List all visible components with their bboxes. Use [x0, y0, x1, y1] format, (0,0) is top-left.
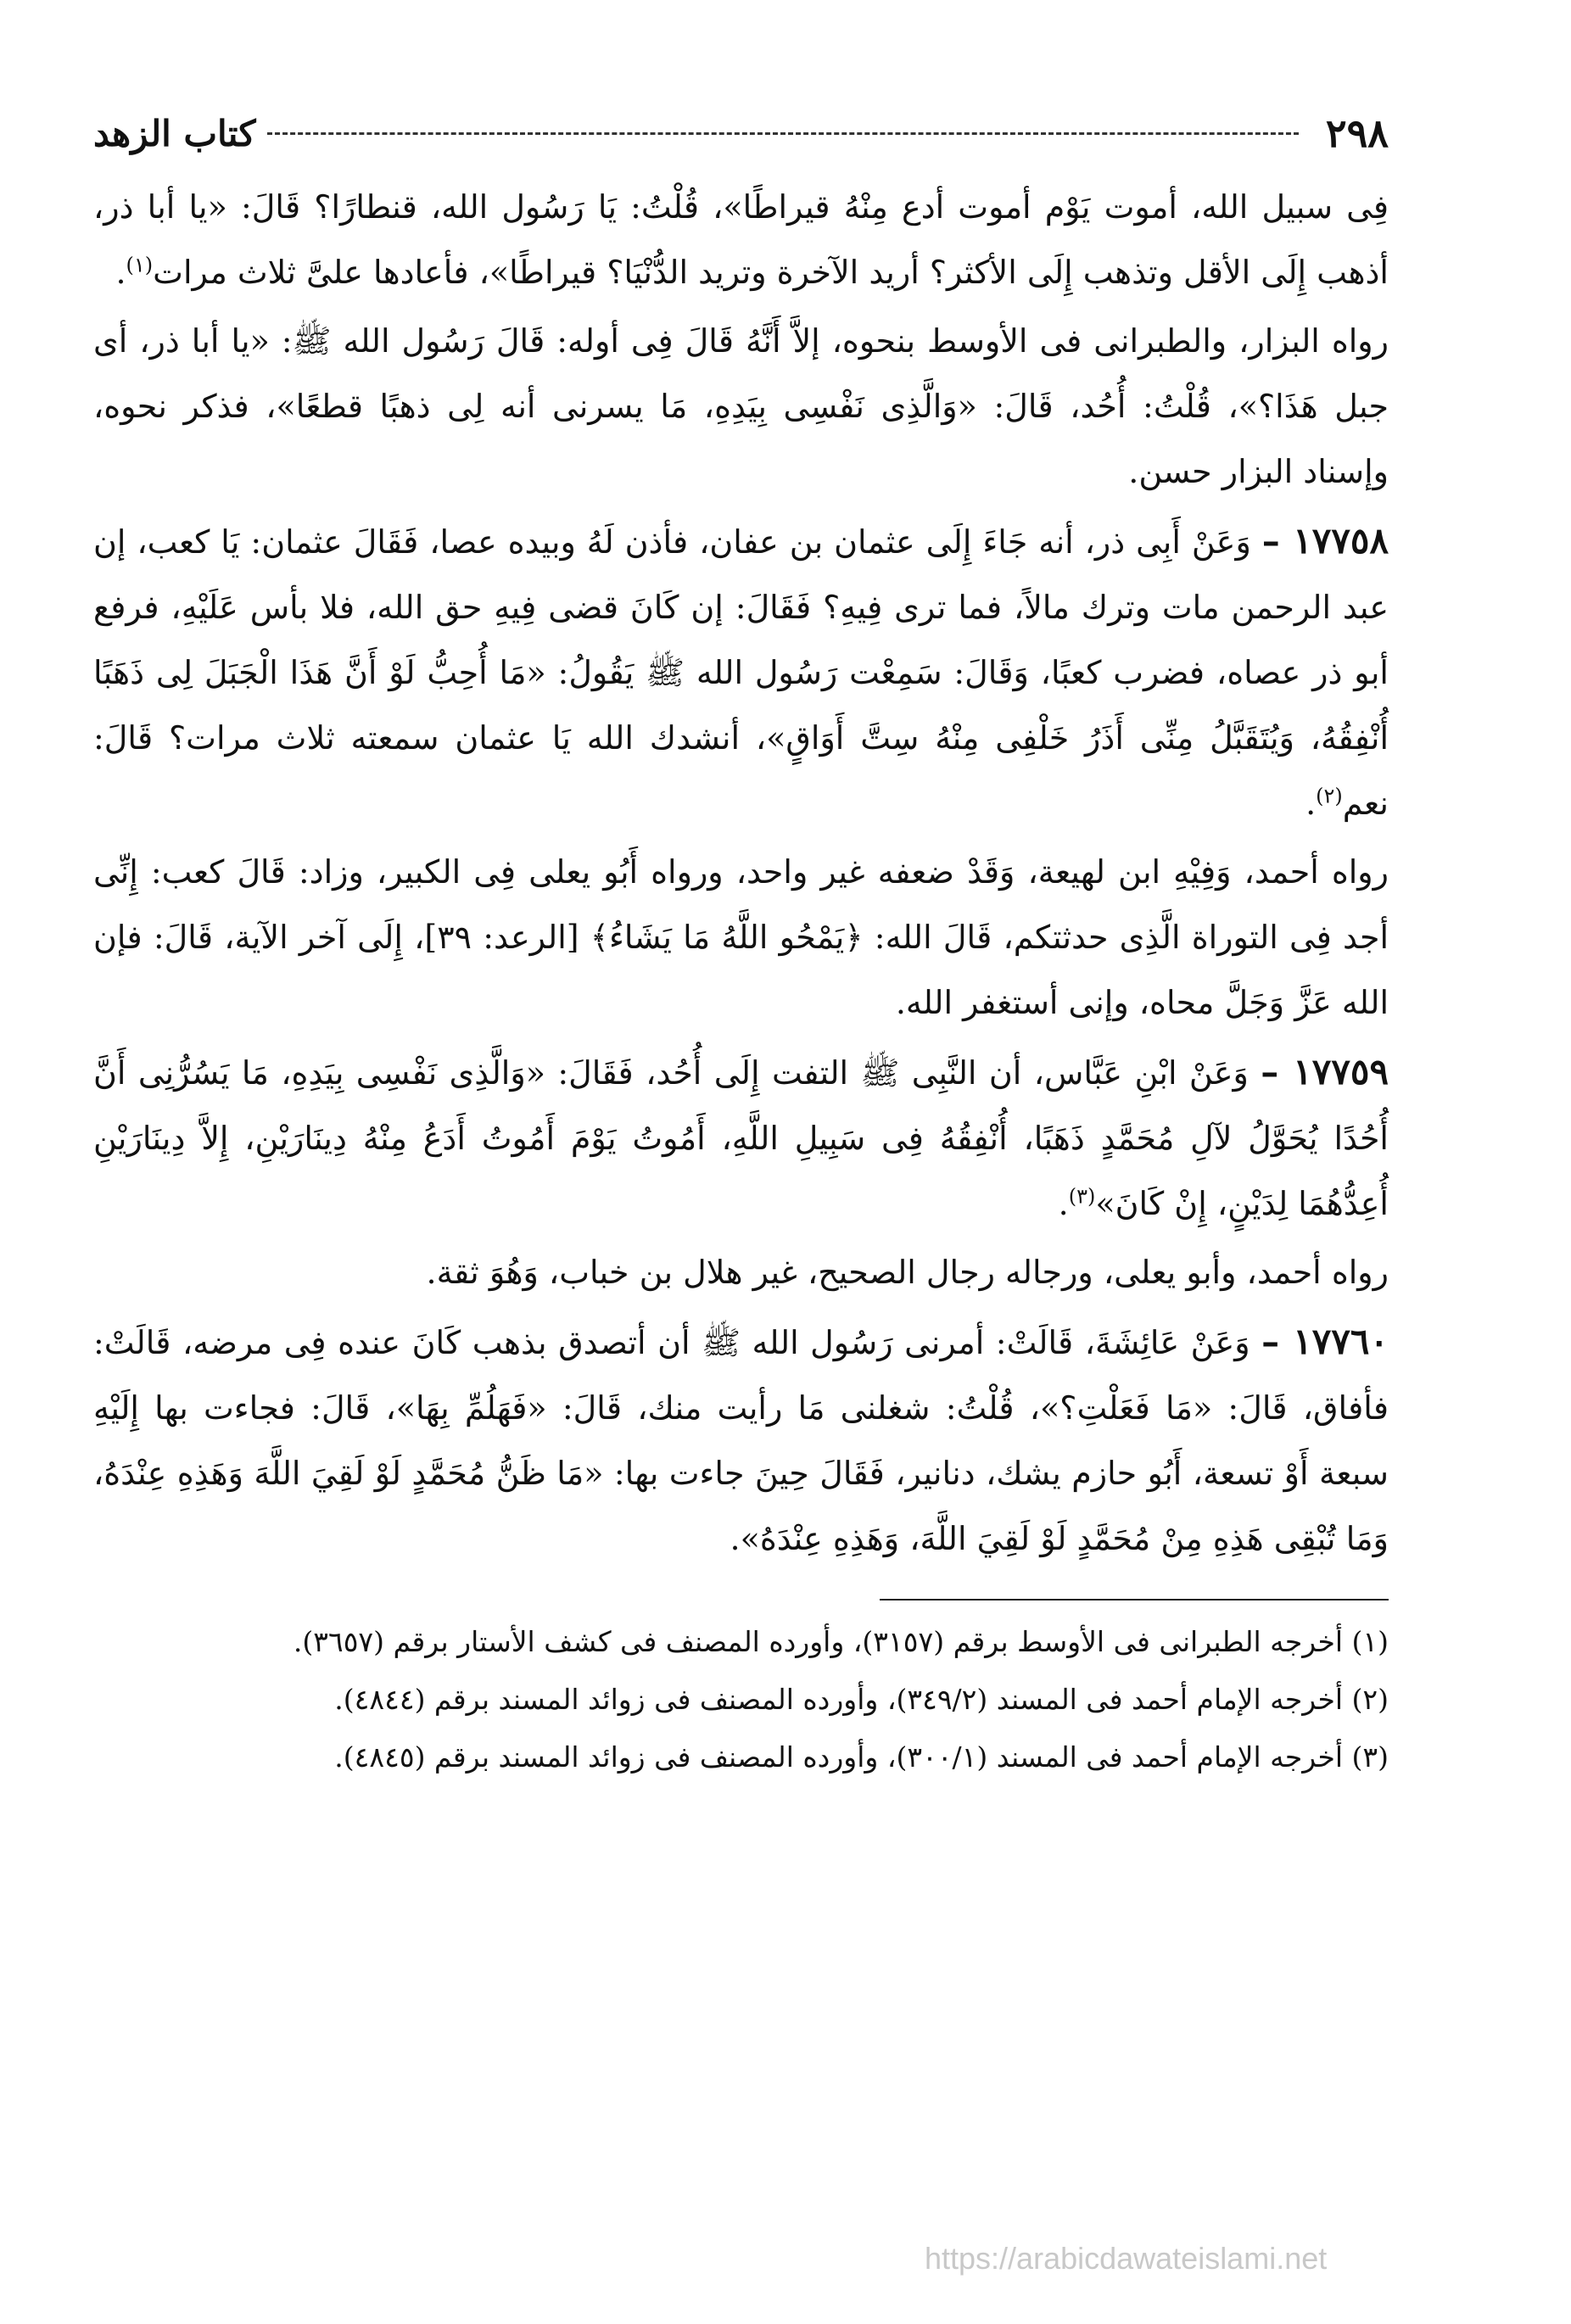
paragraph	[93, 840, 1389, 1036]
footnote-ref: (٣)	[1068, 1184, 1096, 1209]
footnote: (١) أخرجه الطبرانى فى الأوسط برقم (٣١٥٧)، وأورده المصنف فى كشف الأستار برقم (٣٦٥٧).	[293, 1625, 1389, 1658]
main-text	[93, 175, 1389, 1572]
paragraph: فِى سبيل الله، أموت يَوْم أموت أدع مِنْهُ قيراطًا»، قُلْتُ: يَا رَسُول الله، قنطارًا؟ قَالَ: «يا أبا ذر، أذهب إِلَى الأقل وتذهب إِلَى الأكثر؟ أريد الآخرة وتريد الدُّنْيَا؟ قيراطًا»، فأعادها علىَّ ثلاث مرات$^{(١)}$.	[93, 188, 1389, 291]
footnote-ref: (١)	[126, 253, 154, 277]
paragraph-text: رواه أحمد، وأبو يعلى، ورجاله رجال الصحيح، غير هلال بن خباب، وَهُوَ ثقة.	[426, 1254, 1389, 1291]
paragraph	[93, 309, 1389, 505]
page-number: ٢٩٨	[1325, 110, 1389, 156]
footnote-ref: (٢)	[1316, 784, 1343, 808]
site-watermark: https://arabicdawateislami.net	[925, 2241, 1328, 2276]
paragraph-text: وَعَنْ عَائِشَةَ، قَالَتْ: أمرنى رَسُول الله ﷺ أن أتصدق بذهب كَانَ عنده فِى مرضه، قَالَتْ: فأفاق، قَالَ: «مَا فَعَلْتِ؟»، قُلْتُ: شغلنى مَا رأيت منك، قَالَ: «فَهَلُمِّ بِهَا»، قَالَ: فجاءت بها إِلَيْهِ سبعة أَوْ تسعة، أَبُو حازم يشك، دنانير، فَقَالَ حِينَ جاءت بها: «مَا ظَنُّ مُحَمَّدٍ لَوْ لَقِيَ اللَّهَ وَهَذِهِ عِنْدَهُ، وَمَا تُبْقِى هَذِهِ مِنْ مُحَمَّدٍ لَوْ لَقِيَ اللَّهَ، وَهَذِهِ عِنْدَهُ».	[93, 1324, 1389, 1557]
hadith-number: ١٧٧٥٩ –	[1261, 1051, 1389, 1092]
hadith-number: ١٧٧٥٨ –	[1261, 520, 1389, 561]
footnote: (٣) أخرجه الإمام أحمد فى المسند (٣٠٠/١)، وأورده المصنف فى زوائد المسند برقم (٤٨٤٥).	[334, 1740, 1389, 1774]
paragraph-text: رواه البزار، والطبرانى فى الأوسط بنحوه، إلاَّ أَنَّهُ قَالَ فِى أوله: قَالَ رَسُول الله ﷺ: «يا أبا ذر، أى جبل هَذَا؟»، قُلْتُ: أُحُد، قَالَ: «وَالَّذِى نَفْسِى بِيَدِهِ، مَا يسرنى أنه لِى ذهبًا قطعًا»، فذكر نحوه، وإسناد البزار حسن.	[93, 322, 1389, 490]
hadith-paragraph	[93, 1309, 1389, 1572]
hadith-paragraph: ١٧٧٥٨ – وَعَنْ أَبِى ذر، أنه جَاءَ إِلَى عثمان بن عفان، فأذن لَهُ وبيده عصا، فَقَالَ عثمان: يَا كعب، إن عبد الرحمن مات وترك مالاً، فما ترى فِيهِ؟ فَقَالَ: إن كَانَ قضى فِيهِ حق الله، فلا بأس عَلَيْهِ، فرفع أبو ذر عصاه، فضرب كعبًا، وَقَالَ: سَمِعْت رَسُول الله ﷺ يَقُولُ: «مَا أُحِبُّ لَوْ أَنَّ هَذَا الْجَبَلَ لِى ذَهَبًا أُنْفِقُهُ، وَيُتَقَبَّلُ مِنِّى أَذَرُ خَلْفِى مِنْهُ سِتَّ أَوَاقٍ»، أنشدك الله يَا عثمان سمعته ثلاث مرات؟ قَالَ: نعم$^{(٢)}$.	[93, 520, 1389, 822]
paragraph	[93, 1240, 1389, 1305]
paragraph-text: وَعَنْ ابْنِ عَبَّاس، أن النَّبِى ﷺ التفت إِلَى أُحُد، فَقَالَ: «وَالَّذِى نَفْسِى بِيَدِهِ، مَا يَسُرُّنِى أَنَّ أُحُدًا يُحَوَّلُ لآلِ مُحَمَّدٍ ذَهَبًا، أُنْفِقُهُ فِى سَبِيلِ اللَّهِ، أَمُوتُ يَوْمَ أَمُوتُ أَدَعُ مِنْهُ دِينَارَيْنِ، إِلاَّ دِينَارَيْنِ أُعِدُّهُمَا لِدَيْنٍ، إِنْ كَانَ»	[93, 1054, 1389, 1222]
footnote: (٢) أخرجه الإمام أحمد فى المسند (٣٤٩/٢)، وأورده المصنف فى زوائد المسند برقم (٤٨٤٤).	[334, 1683, 1389, 1716]
footnote-separator	[880, 1599, 1389, 1601]
running-header	[93, 100, 1389, 166]
book-title: كتاب الزهد	[93, 112, 256, 154]
paragraph-text: فِى سبيل الله، أموت يَوْم أموت أدع مِنْهُ قيراطًا»، قُلْتُ: يَا رَسُول الله، قنطارًا؟ قَالَ: «يا أبا ذر، أذهب إِلَى الأقل وتذهب إِلَى الأكثر؟ أريد الآخرة وتريد الدُّنْيَا؟ قيراطًا»، فأعادها علىَّ ثلاث مرات	[93, 188, 1389, 291]
header-dash-rule	[267, 132, 1298, 135]
hadith-paragraph: ١٧٧٥٩ – وَعَنْ ابْنِ عَبَّاس، أن النَّبِى ﷺ التفت إِلَى أُحُد، فَقَالَ: «وَالَّذِى نَفْسِى بِيَدِهِ، مَا يَسُرُّنِى أَنَّ أُحُدًا يُحَوَّلُ لآلِ مُحَمَّدٍ ذَهَبًا، أُنْفِقُهُ فِى سَبِيلِ اللَّهِ، أَمُوتُ يَوْمَ أَمُوتُ أَدَعُ مِنْهُ دِينَارَيْنِ، إِلاَّ دِينَارَيْنِ أُعِدُّهُمَا لِدَيْنٍ، إِنْ كَانَ»$^{(٣)}$.	[93, 1051, 1389, 1222]
paragraph-text: وَعَنْ أَبِى ذر، أنه جَاءَ إِلَى عثمان بن عفان، فأذن لَهُ وبيده عصا، فَقَالَ عثمان: يَا كعب، إن عبد الرحمن مات وترك مالاً، فما ترى فِيهِ؟ فَقَالَ: إن كَانَ قضى فِيهِ حق الله، فلا بأس عَلَيْهِ، فرفع أبو ذر عصاه، فضرب كعبًا، وَقَالَ: سَمِعْت رَسُول الله ﷺ يَقُولُ: «مَا أُحِبُّ لَوْ أَنَّ هَذَا الْجَبَلَ لِى ذَهَبًا أُنْفِقُهُ، وَيُتَقَبَّلُ مِنِّى أَذَرُ خَلْفِى مِنْهُ سِتَّ أَوَاقٍ»، أنشدك الله يَا عثمان سمعته ثلاث مرات؟ قَالَ: نعم	[93, 523, 1389, 822]
footnotes	[93, 1616, 1389, 1784]
paragraph-text: رواه أحمد، وَفِيْهِ ابن لهيعة، وَقَدْ ضعفه غير واحد، ورواه أَبُو يعلى فِى الكبير، وزاد: قَالَ كعب: إِنِّى أجد فِى التوراة الَّذِى حدثتكم، قَالَ الله: ﴿يَمْحُو اللَّهُ مَا يَشَاءُ﴾ [الرعد: ٣٩]، إِلَى آخر الآية، قَالَ: فإن الله عَزَّ وَجَلَّ محاه، وإنى أستغفر الله.	[93, 853, 1389, 1021]
hadith-number: ١٧٧٦٠ –	[1261, 1321, 1389, 1362]
